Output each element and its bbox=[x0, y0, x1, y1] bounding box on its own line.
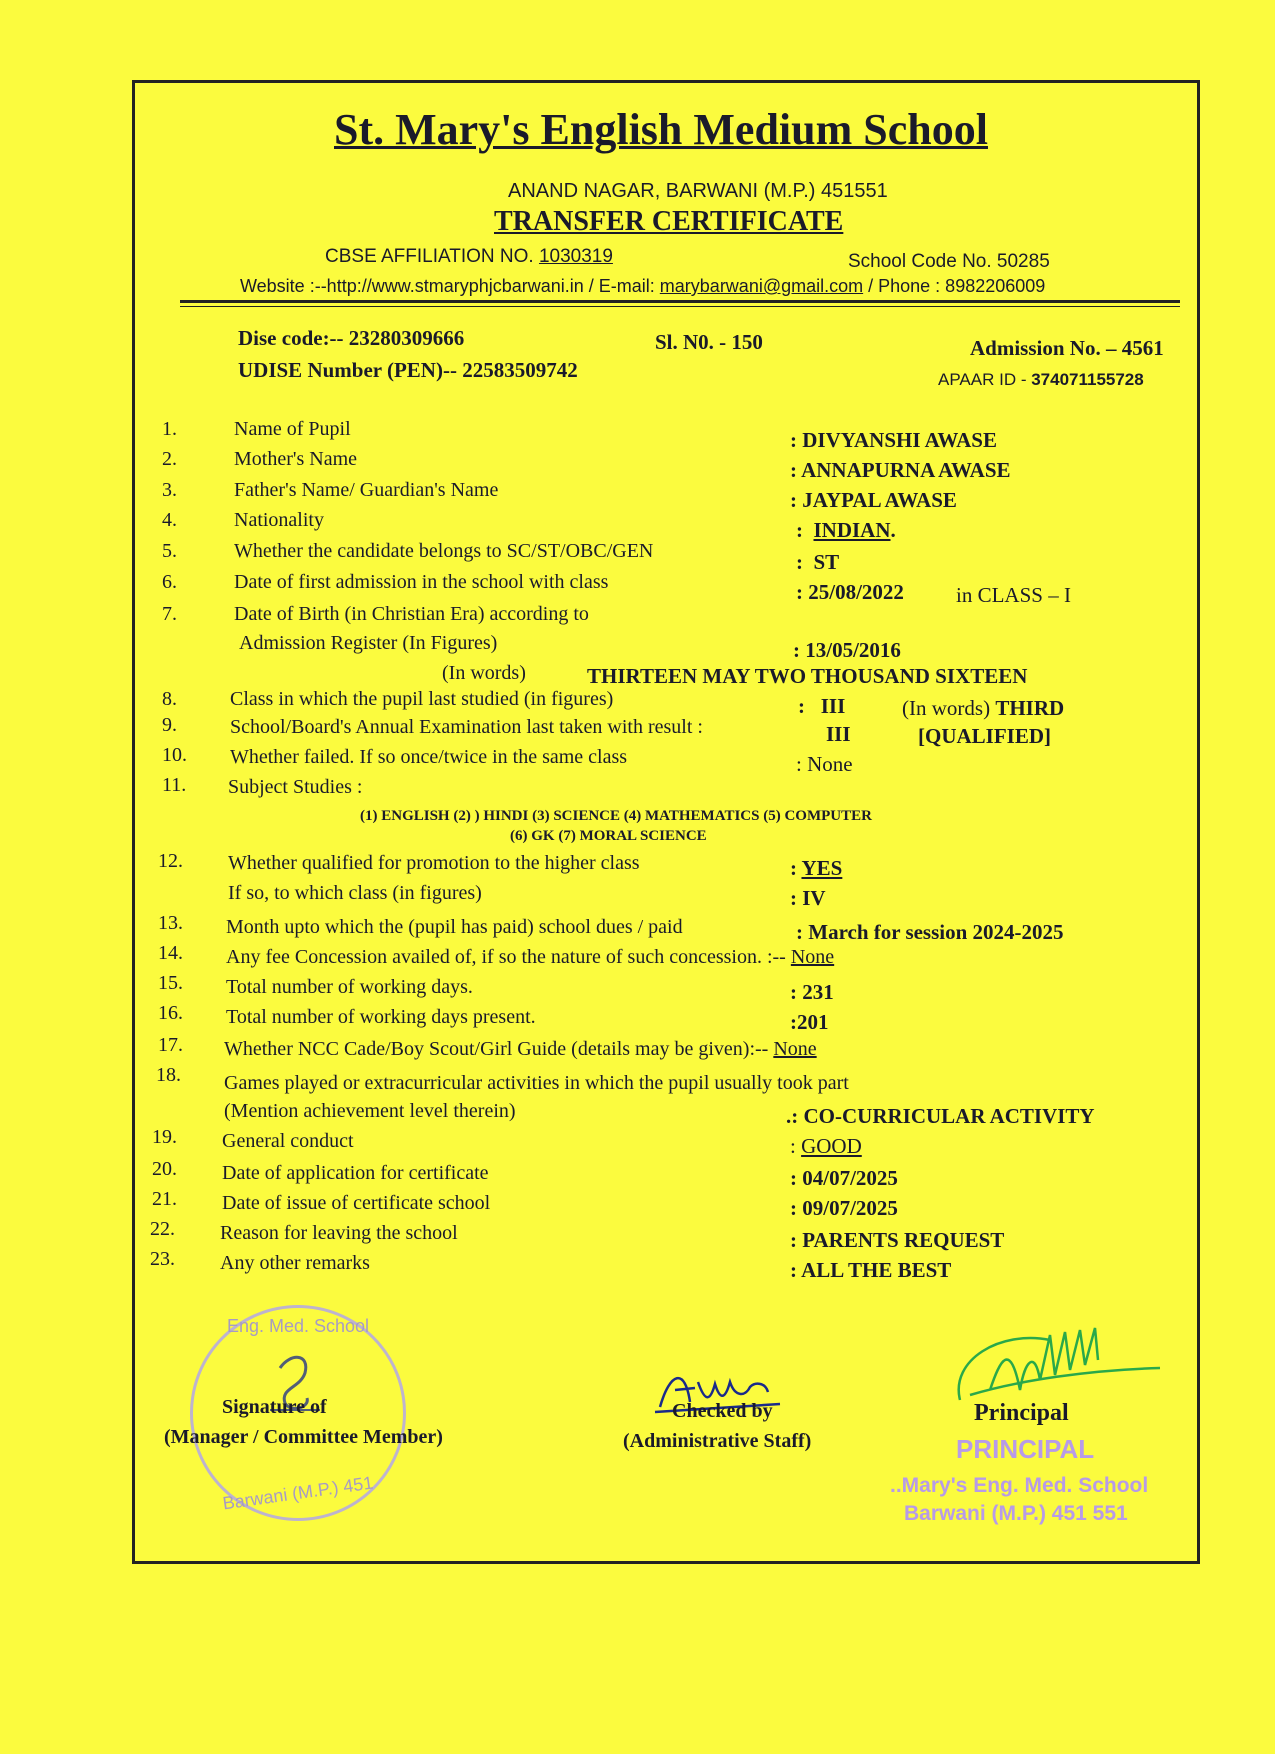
item-label: Name of Pupil bbox=[234, 418, 351, 440]
item-number: 12. bbox=[158, 850, 183, 872]
udise-number: UDISE Number (PEN)-- 22583509742 bbox=[238, 358, 578, 382]
item-value: : INDIAN. bbox=[796, 518, 896, 542]
item-label: Date of first admission in the school with class bbox=[234, 571, 609, 593]
item-value: : 13/05/2016 bbox=[793, 638, 901, 662]
apaar-id: APAAR ID - 374071155728 bbox=[938, 370, 1144, 389]
item-value: : YES bbox=[790, 856, 843, 880]
item-label: Games played or extracurricular activities in which the pupil usually took part bbox=[224, 1072, 849, 1094]
item-number: 13. bbox=[158, 912, 183, 934]
item-label: Subject Studies : bbox=[228, 776, 363, 798]
exam-result: [QUALIFIED] bbox=[918, 724, 1052, 748]
item-number: 6. bbox=[162, 571, 177, 593]
header-rule bbox=[180, 300, 1180, 303]
item-label: Whether NCC Cade/Boy Scout/Girl Guide (details may be given):-- None bbox=[224, 1038, 817, 1060]
item-label: Nationality bbox=[234, 509, 324, 531]
item-number: 14. bbox=[158, 942, 183, 964]
item-number: 21. bbox=[152, 1188, 177, 1210]
item-label: Date of Birth (in Christian Era) according to bbox=[234, 603, 589, 625]
item-number: 22. bbox=[150, 1218, 175, 1240]
item-label: Whether failed. If so once/twice in the same class bbox=[230, 746, 628, 768]
dise-code: Dise code:-- 23280309666 bbox=[238, 326, 465, 350]
item-label: Whether qualified for promotion to the higher class bbox=[228, 852, 640, 874]
item-number: 17. bbox=[158, 1034, 183, 1056]
manager-signature-role: (Manager / Committee Member) bbox=[164, 1426, 443, 1448]
item-number: 18. bbox=[156, 1064, 181, 1086]
dob-in-words: THIRTEEN MAY TWO THOUSAND SIXTEEN bbox=[587, 664, 1028, 688]
item-number: 15. bbox=[158, 972, 183, 994]
school-address: ANAND NAGAR, BARWANI (M.P.) 451551 bbox=[508, 180, 888, 202]
item-value: : ALL THE BEST bbox=[790, 1258, 952, 1282]
item-value: : ST bbox=[796, 550, 840, 574]
item-label: Any fee Concession availed of, if so the nature of such concession. :-- None bbox=[226, 946, 835, 968]
item-value: : DIVYANSHI AWASE bbox=[790, 428, 997, 452]
item-number: 19. bbox=[152, 1126, 177, 1148]
item-label: Reason for leaving the school bbox=[220, 1222, 458, 1244]
item-number: 20. bbox=[152, 1158, 177, 1180]
item-number: 7. bbox=[162, 603, 177, 625]
item-label: General conduct bbox=[222, 1130, 354, 1152]
item-value: : 04/07/2025 bbox=[790, 1166, 898, 1190]
item-label: Mother's Name bbox=[234, 448, 358, 470]
principal-label: Principal bbox=[974, 1400, 1069, 1426]
header-rule-thin bbox=[180, 306, 1180, 307]
subjects-list: (1) ENGLISH (2) ) HINDI (3) SCIENCE (4) MATHEMATICS (5) COMPUTER bbox=[360, 808, 872, 824]
item-label-cont: (Mention achievement level therein) bbox=[224, 1100, 516, 1122]
item-number: 4. bbox=[162, 509, 177, 531]
serial-number: Sl. N0. - 150 bbox=[655, 330, 763, 354]
item-value: : JAYPAL AWASE bbox=[790, 488, 957, 512]
item-number: 9. bbox=[162, 714, 177, 736]
item-label: Date of application for certificate bbox=[222, 1162, 489, 1184]
item-label: Whether the candidate belongs to SC/ST/OBC/GEN bbox=[234, 540, 654, 562]
item-number: 16. bbox=[158, 1002, 183, 1024]
subjects-list-cont: (6) GK (7) MORAL SCIENCE bbox=[510, 828, 707, 844]
certificate-title: TRANSFER CERTIFICATE bbox=[494, 206, 844, 237]
item-label-cont: If so, to which class (in figures) bbox=[228, 882, 482, 904]
item-number: 10. bbox=[162, 744, 187, 766]
principal-stamp-school: ..Mary's Eng. Med. School bbox=[890, 1474, 1149, 1497]
item-value: : ANNAPURNA AWASE bbox=[790, 458, 1011, 482]
item-value: : March for session 2024-2025 bbox=[796, 920, 1064, 944]
item-number: 1. bbox=[162, 418, 177, 440]
email-link[interactable]: marybarwani@gmail.com bbox=[659, 276, 864, 296]
cbse-affiliation: CBSE AFFILIATION NO. 1030319 bbox=[325, 246, 613, 267]
item-value: : None bbox=[796, 752, 853, 776]
item-value: :201 bbox=[790, 1010, 829, 1034]
item-number: 5. bbox=[162, 540, 177, 562]
item-number: 11. bbox=[162, 774, 187, 796]
school-seal-stamp: Eng. Med. School Barwani (M.P.) 451 bbox=[190, 1305, 406, 1521]
contact-line: Website :--http://www.stmaryphjcbarwani.in / E-mail: marybarwani@gmail.com / Phone : 8982206009 bbox=[240, 276, 1046, 296]
item-value: : III bbox=[798, 694, 846, 718]
item-label: Month upto which the (pupil has paid) school dues / paid bbox=[226, 916, 683, 938]
item-number: 8. bbox=[162, 688, 177, 710]
manager-signature-label: Signature of bbox=[222, 1396, 327, 1418]
item-value: .: CO-CURRICULAR ACTIVITY bbox=[786, 1104, 1095, 1128]
item-number: 2. bbox=[162, 448, 177, 470]
item-value: : 09/07/2025 bbox=[790, 1196, 898, 1220]
checked-by-role: (Administrative Staff) bbox=[623, 1430, 812, 1452]
item-label: Class in which the pupil last studied (in figures) bbox=[230, 688, 614, 710]
item-number: 3. bbox=[162, 479, 177, 501]
item-value: : PARENTS REQUEST bbox=[790, 1228, 1005, 1252]
item-label: Any other remarks bbox=[220, 1252, 370, 1274]
item-value: : 25/08/2022 bbox=[796, 580, 904, 604]
item-value: : GOOD bbox=[790, 1134, 862, 1158]
item-label: Total number of working days present. bbox=[226, 1006, 536, 1028]
school-name: St. Mary's English Medium School bbox=[334, 105, 988, 154]
item-label-cont: Admission Register (In Figures) bbox=[239, 632, 498, 654]
item-label: Father's Name/ Guardian's Name bbox=[234, 479, 499, 501]
item-label: Total number of working days. bbox=[226, 976, 473, 998]
item-label: School/Board's Annual Examination last taken with result : bbox=[230, 716, 703, 738]
admission-number: Admission No. – 4561 bbox=[970, 336, 1164, 360]
admission-class: in CLASS – I bbox=[956, 583, 1071, 607]
item-number: 23. bbox=[150, 1248, 175, 1270]
principal-stamp-address: Barwani (M.P.) 451 551 bbox=[904, 1502, 1128, 1525]
principal-stamp-title: PRINCIPAL bbox=[956, 1434, 1095, 1464]
item-value: III bbox=[826, 722, 851, 746]
in-words-label: (In words) bbox=[442, 662, 526, 684]
class-in-words: (In words) THIRD bbox=[902, 696, 1065, 720]
promoted-class: : IV bbox=[790, 886, 826, 910]
school-code: School Code No. 50285 bbox=[848, 251, 1050, 272]
checked-by-label: Checked by bbox=[672, 1400, 773, 1422]
item-label: Date of issue of certificate school bbox=[222, 1192, 491, 1214]
item-value: : 231 bbox=[790, 980, 834, 1004]
